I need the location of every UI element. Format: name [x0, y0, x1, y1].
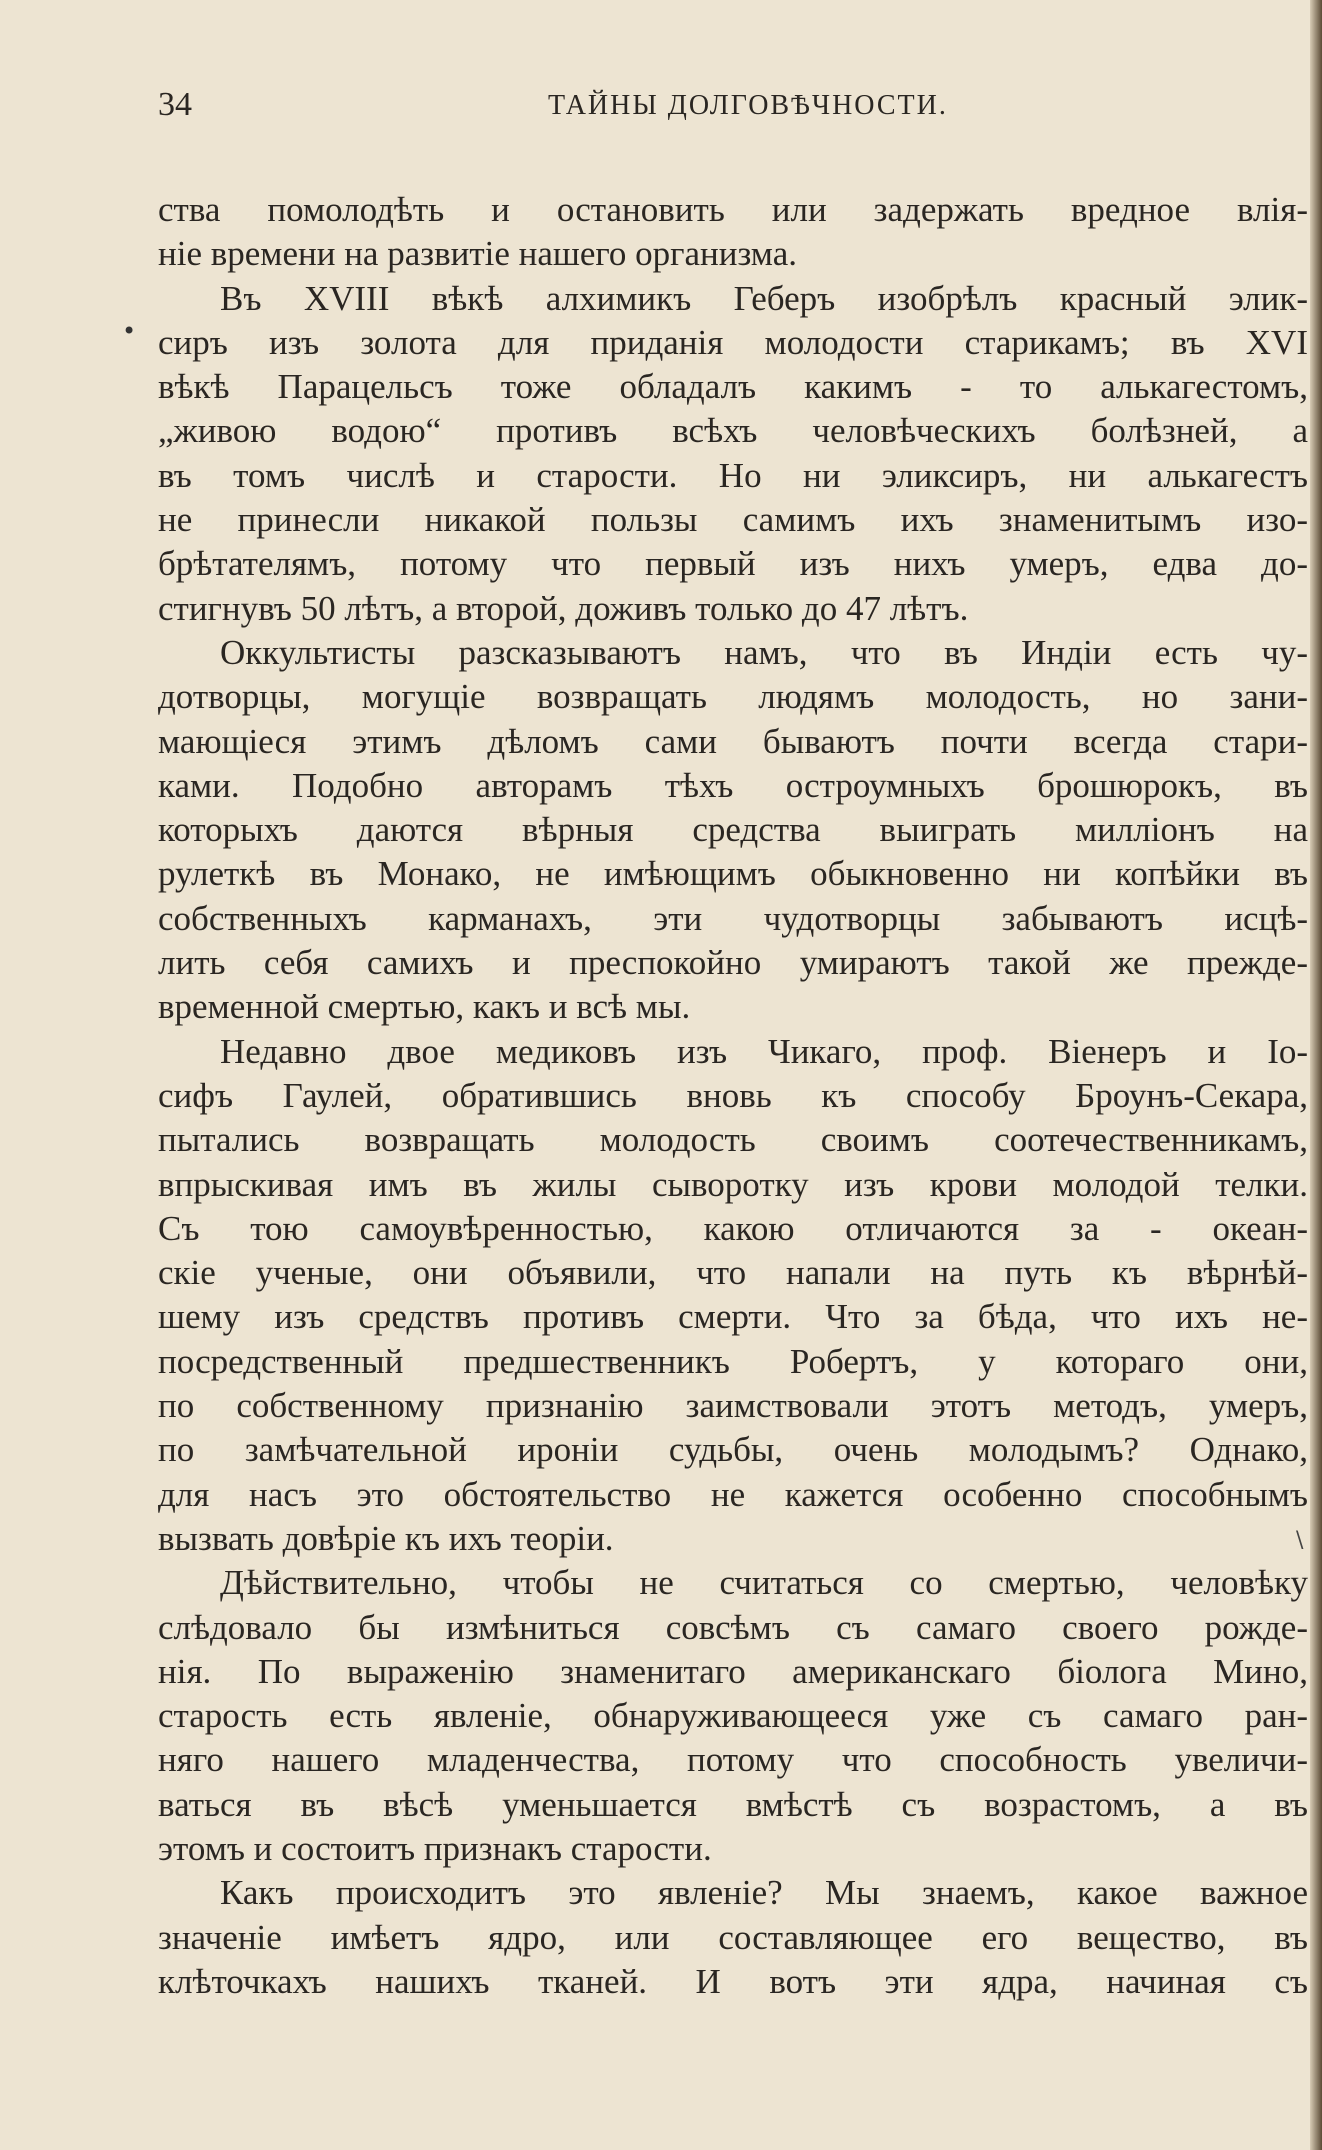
text-line: Оккультисты разсказываютъ намъ, что въ Индіи есть чу-: [220, 632, 1308, 672]
text-line: этомъ и состоитъ признакъ старости.: [158, 1828, 712, 1868]
text-line: дотворцы, могущіе возвращать людямъ молодость, но зани-: [158, 677, 1308, 717]
text-line: посредственный предшественникъ Робертъ, у котораго они,: [158, 1341, 1308, 1381]
text-line: для насъ это обстоятельство не кажется особенно способнымъ: [158, 1474, 1308, 1514]
text-line: пытались возвращать молодость своимъ соотечественникамъ,: [158, 1120, 1308, 1160]
text-line: ніе времени на развитіе нашего организма.: [158, 234, 797, 274]
text-line: не принесли никакой пользы самимъ ихъ знаменитымъ изо-: [158, 500, 1308, 540]
text-line: Съ тою самоувѣренностью, какою отличаются за - океан-: [158, 1208, 1308, 1248]
text-line: впрыскивая имъ въ жилы сыворотку изъ крови молодой телки.: [158, 1164, 1308, 1204]
text-line: шему изъ средствъ противъ смерти. Что за бѣда, что ихъ не-: [158, 1297, 1308, 1337]
text-line: мающіеся этимъ дѣломъ сами бываютъ почти всегда стари-: [158, 721, 1308, 761]
text-line: скіе ученые, они объявили, что напали на путь къ вѣрнѣй-: [158, 1253, 1308, 1293]
text-line: клѣточкахъ нашихъ тканей. И вотъ эти ядра, начиная съ: [158, 1961, 1308, 2001]
page-edge-shadow: [1310, 0, 1322, 2150]
body-text: [158, 188, 1308, 2004]
text-line: Какъ происходитъ это явленіе? Мы знаемъ, какое важное: [220, 1873, 1308, 1913]
text-line: значеніе имѣетъ ядро, или составляющее его вещество, въ: [158, 1917, 1308, 1957]
text-line: Въ XVIII вѣкѣ алхимикъ Геберъ изобрѣлъ красный элик-: [220, 278, 1308, 318]
text-line: няго нашего младенчества, потому что способность увеличи-: [158, 1740, 1308, 1780]
text-line: въ томъ числѣ и старости. Но ни эликсиръ, ни алькагестъ: [158, 455, 1308, 495]
text-line: временной смертью, какъ и всѣ мы.: [158, 987, 691, 1027]
text-line: ства помолодѣть и остановить или задержать вредное влія-: [158, 190, 1308, 229]
page-header: [158, 86, 1308, 126]
running-title: ТАЙНЫ ДОЛГОВѢЧНОСТИ.: [548, 90, 948, 121]
margin-dot-mark: •: [122, 317, 137, 345]
text-line: сиръ изъ золота для приданія молодости старикамъ; въ XVI: [158, 322, 1308, 362]
text-line: слѣдовало бы измѣниться совсѣмъ съ самаго своего рожде-: [158, 1607, 1308, 1647]
text-line: вѣкѣ Парацельсъ тоже обладалъ какимъ - то алькагестомъ,: [158, 367, 1308, 407]
text-line: собственныхъ карманахъ, эти чудотворцы забываютъ исцѣ-: [158, 898, 1308, 938]
text-line: брѣтателямъ, потому что первый изъ нихъ умеръ, едва до-: [158, 544, 1308, 584]
text-line: ками. Подобно авторамъ тѣхъ остроумныхъ брошюрокъ, въ: [158, 765, 1308, 805]
text-line: Недавно двое медиковъ изъ Чикаго, проф. Віенеръ и Іо-: [220, 1031, 1308, 1071]
text-line: Дѣйствительно, чтобы не считаться со смертью, человѣку: [220, 1563, 1308, 1603]
page-number: 34: [158, 86, 192, 123]
text-line: старость есть явленіе, обнаруживающееся уже съ самаго ран-: [158, 1696, 1308, 1736]
text-line: сифъ Гаулей, обратившись вновь къ способу Броунъ-Секара,: [158, 1075, 1308, 1115]
margin-tick-mark: \: [1296, 1528, 1304, 1553]
text-line: „живою водою“ противъ всѣхъ человѣческихъ болѣзней, а: [158, 411, 1308, 451]
text-line: по замѣчательной ироніи судьбы, очень молодымъ? Однако,: [158, 1430, 1308, 1470]
text-line: которыхъ даются вѣрныя средства выиграть милліонъ на: [158, 810, 1308, 850]
text-line: рулеткѣ въ Монако, не имѣющимъ обыкновенно ни копѣйки въ: [158, 854, 1308, 894]
text-line: ваться въ вѣсѣ уменьшается вмѣстѣ съ возрастомъ, а въ: [158, 1784, 1308, 1824]
text-line: лить себя самихъ и преспокойно умираютъ такой же прежде-: [158, 943, 1308, 983]
text-line: по собственному признанію заимствовали этотъ методъ, умеръ,: [158, 1386, 1308, 1426]
text-line: стигнувъ 50 лѣтъ, а второй, доживъ только до 47 лѣтъ.: [158, 588, 969, 628]
text-line: вызвать довѣріе къ ихъ теоріи.: [158, 1518, 614, 1558]
text-line: нія. По выраженію знаменитаго американскаго біолога Мино,: [158, 1651, 1308, 1691]
